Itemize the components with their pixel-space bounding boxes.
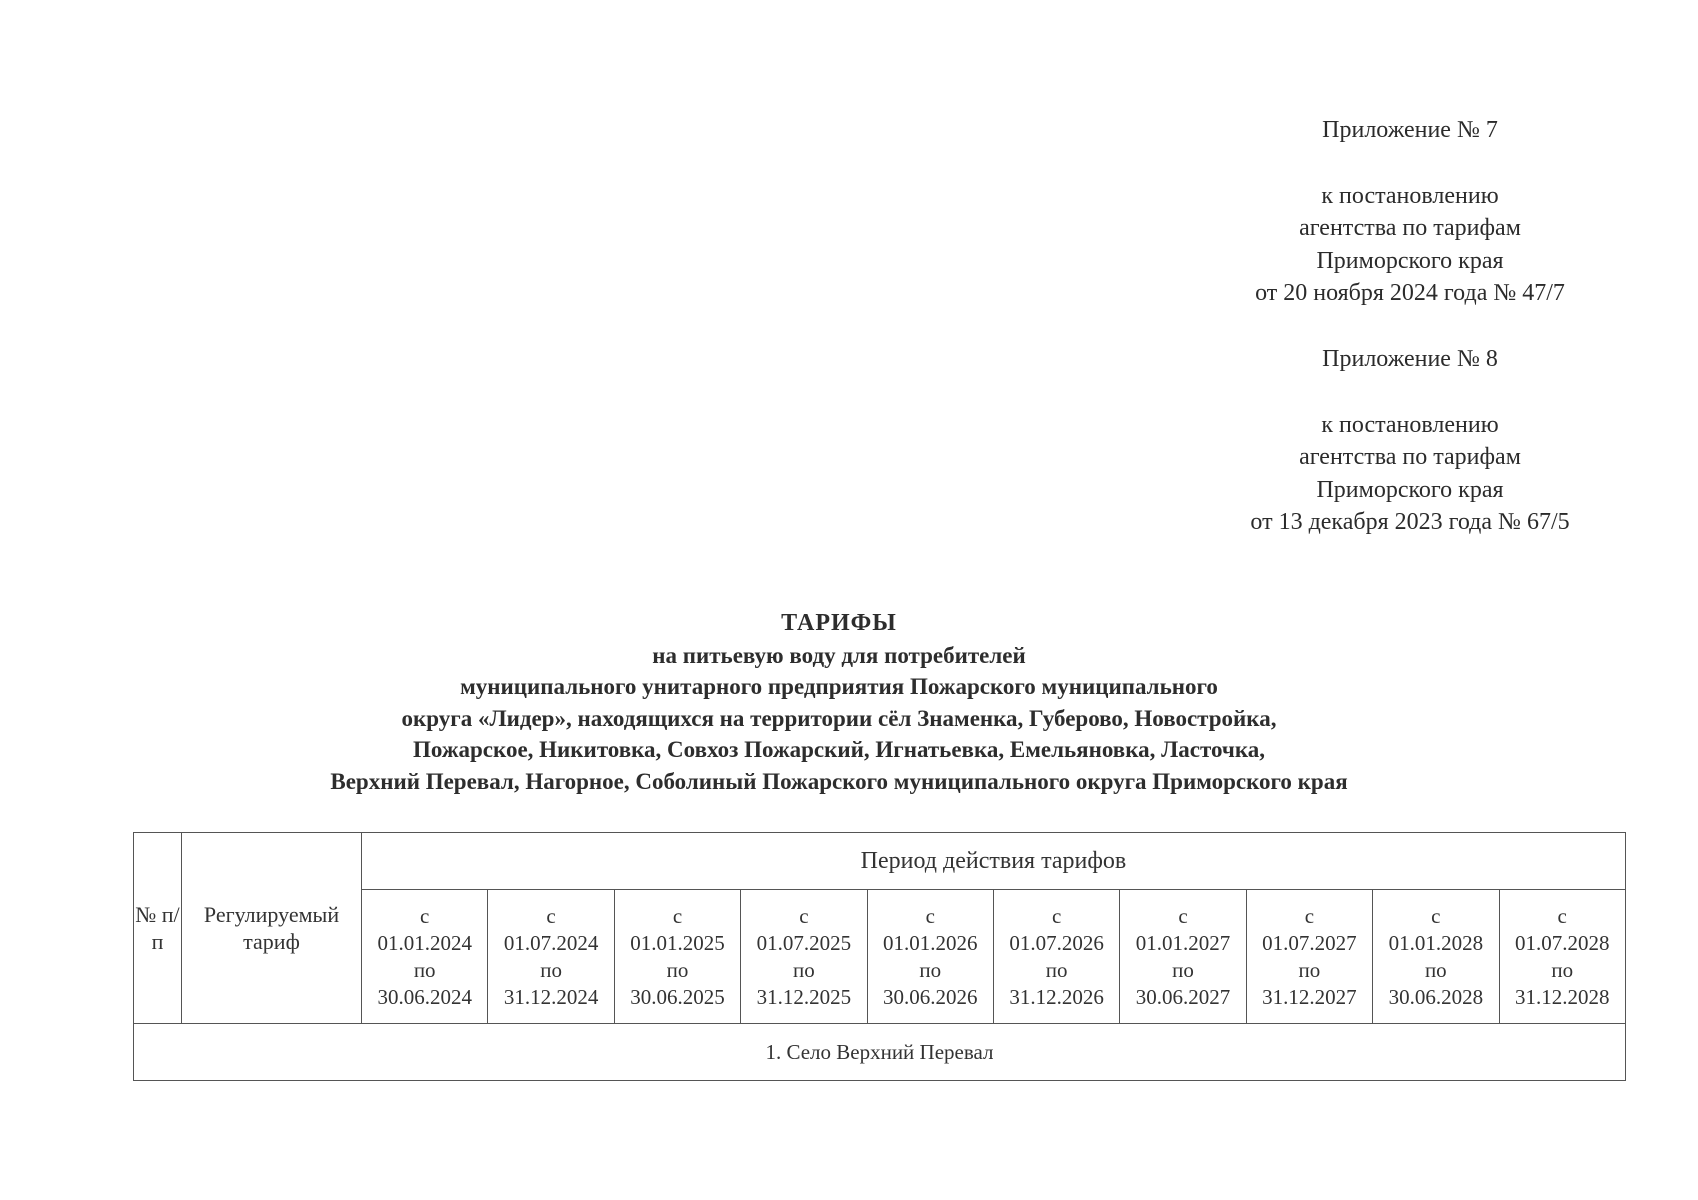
period-to-word: по (1045, 957, 1068, 982)
appendix-7-date-line: от 20 ноября 2024 года № 47/7 (1255, 280, 1565, 306)
column-header-period (867, 890, 993, 1024)
period-to-word: по (1551, 957, 1574, 982)
period-from-date: 01.07.2027 (1262, 930, 1357, 955)
column-header-period (741, 890, 867, 1024)
period-from-word: с (1051, 903, 1062, 928)
period-from-word: с (925, 903, 935, 928)
column-header-period (614, 890, 740, 1024)
period-from-date: 01.07.2025 (756, 930, 852, 955)
column-header-tariff: Регулируемый тариф (182, 833, 362, 1024)
period-to-date: 30.06.2024 (377, 984, 472, 1009)
appendix-8-line: Приморского края (1316, 476, 1504, 503)
period-from-word: с (546, 903, 556, 928)
appendix-8-date-line: от 13 декабря 2023 года № 67/5 (1250, 509, 1570, 535)
appendix-8-header (1195, 343, 1625, 539)
period-to-date: 31.12.2027 (1262, 984, 1357, 1009)
period-to-word: по (792, 957, 815, 982)
table-section-row (134, 1024, 1626, 1081)
period-to-date: 30.06.2025 (630, 984, 725, 1009)
appendix-8-line: агентства по тарифам (1299, 444, 1521, 470)
period-from-date: 01.01.2025 (630, 930, 725, 955)
period-to-word: по (540, 957, 562, 982)
period-from-word: с (1557, 903, 1567, 928)
document-subtitle-line: муниципального унитарного предприятия Пожарского муниципального (460, 674, 1218, 699)
period-from-word: с (1431, 903, 1441, 928)
document-subtitle-line: Пожарское, Никитовка, Совхоз Пожарский, Игнатьевка, Емельяновка, Ласточка, (413, 737, 1265, 762)
document-subtitle-line: округа «Лидер», находящихся на территории сёл Знаменка, Губерово, Новостройка, (401, 705, 1277, 731)
column-header-period (1373, 890, 1499, 1024)
period-to-word: по (919, 957, 942, 982)
period-to-word: по (1298, 957, 1321, 982)
period-from-date: 01.07.2026 (1009, 930, 1104, 955)
column-header-period-group: Период действия тарифов (362, 833, 1626, 890)
document-title-block (180, 608, 1498, 797)
appendix-8-title: Приложение № 8 (1322, 346, 1498, 372)
period-from-date: 01.01.2027 (1135, 930, 1231, 955)
period-to-word: по (1172, 957, 1194, 982)
document-title: ТАРИФЫ (781, 610, 897, 636)
tariffs-table (133, 832, 1626, 1081)
period-from-word: с (799, 903, 809, 928)
period-to-word: по (666, 957, 689, 982)
period-from-date: 01.01.2028 (1388, 930, 1484, 955)
appendix-7-line: агентства по тарифам (1299, 215, 1521, 241)
column-header-period (1499, 890, 1625, 1024)
period-from-date: 01.07.2024 (503, 930, 599, 955)
period-to-word: по (1424, 957, 1447, 982)
period-to-date: 31.12.2024 (503, 984, 599, 1009)
document-subtitle-line: Верхний Перевал, Нагорное, Соболиный Пожарского муниципального округа Приморского края (330, 768, 1348, 794)
period-to-word: по (413, 957, 436, 982)
period-from-date: 01.01.2026 (883, 930, 978, 955)
period-from-word: с (1304, 903, 1315, 928)
column-header-period (1120, 890, 1246, 1024)
section-row-label: 1. Село Верхний Перевал (134, 1024, 1626, 1081)
column-header-number: № п/п (134, 833, 182, 1024)
period-to-date: 30.06.2027 (1135, 984, 1231, 1009)
column-header-period (1246, 890, 1372, 1024)
column-header-period (993, 890, 1119, 1024)
period-from-word: с (1178, 903, 1188, 928)
appendix-7-line: Приморского края (1316, 247, 1504, 274)
column-header-period (362, 890, 488, 1024)
period-from-word: с (420, 903, 430, 928)
period-from-word: с (672, 903, 683, 928)
appendix-7-line: к постановлению (1321, 182, 1499, 209)
appendix-7-title: Приложение № 7 (1322, 117, 1498, 143)
period-from-date: 01.01.2024 (377, 930, 472, 955)
column-header-period (488, 890, 614, 1024)
period-to-date: 31.12.2028 (1514, 984, 1610, 1009)
appendix-7-header (1195, 114, 1625, 310)
period-to-date: 31.12.2025 (756, 984, 852, 1009)
period-to-date: 30.06.2026 (883, 984, 978, 1009)
period-to-date: 30.06.2028 (1388, 984, 1484, 1009)
period-from-date: 01.07.2028 (1514, 930, 1610, 955)
document-subtitle-line: на питьевую воду для потребителей (652, 642, 1026, 668)
appendix-8-line: к постановлению (1321, 411, 1499, 438)
period-to-date: 31.12.2026 (1009, 984, 1104, 1009)
